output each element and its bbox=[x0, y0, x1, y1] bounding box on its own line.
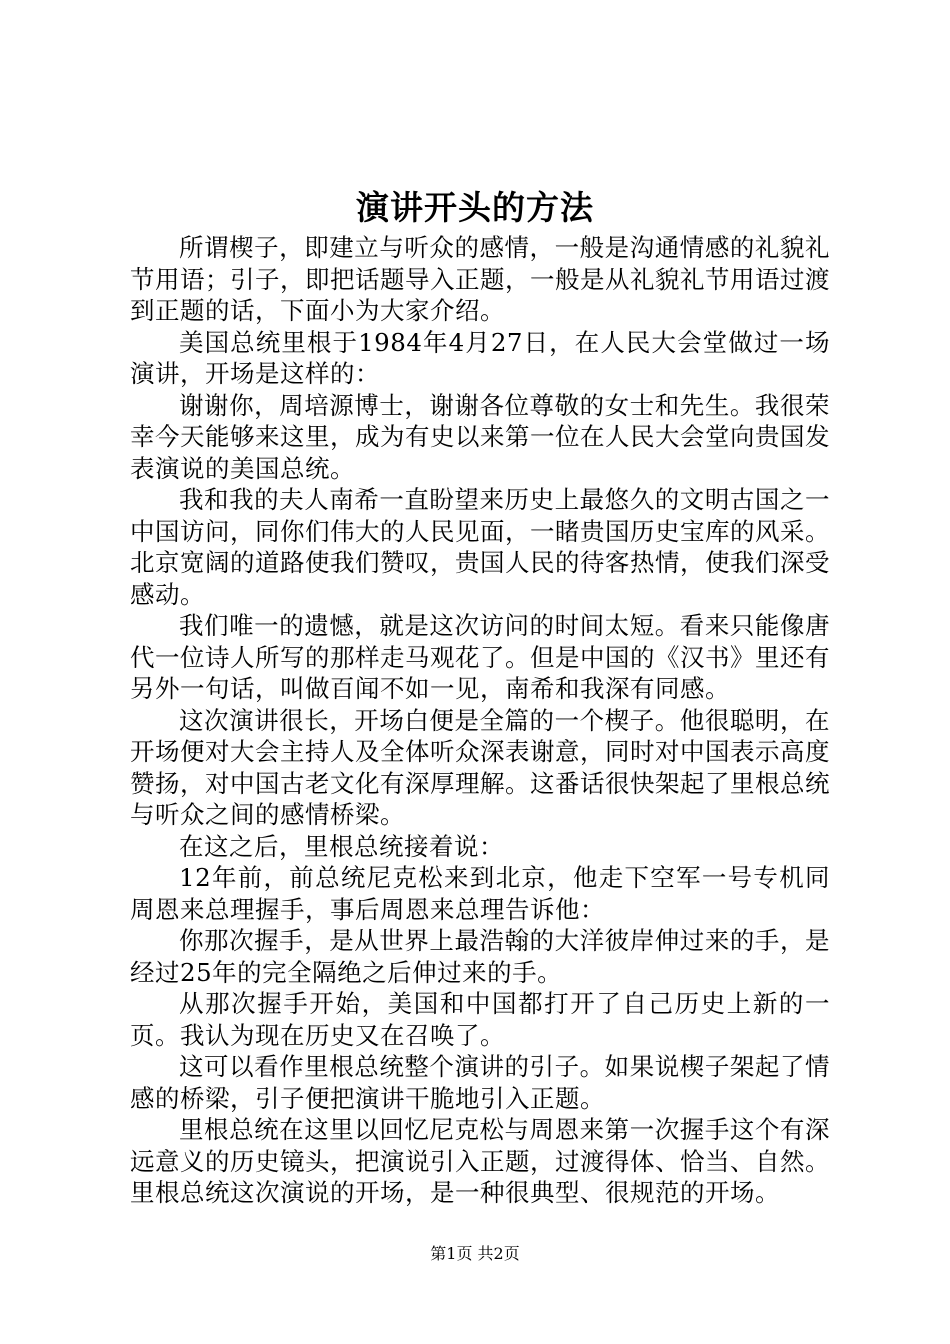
paragraph-4: 我和我的夫人南希一直盼望来历史上最悠久的文明古国之一中国访问，同你们伟大的人民见面，一睹贵国历史宝库的风采。北京宽阔的道路使我们赞叹，贵国人民的待客热情，使我们深受感动。 bbox=[130, 485, 830, 609]
document-title: 演讲开头的方法 bbox=[356, 188, 594, 227]
paragraph-5: 我们唯一的遗憾，就是这次访问的时间太短。看来只能像唐代一位诗人所写的那样走马观花了。但是中国的《汉书》里还有另外一句话，叫做百闻不如一见，南希和我深有同感。 bbox=[130, 611, 830, 703]
page-footer: 第1页 共2页 bbox=[430, 1244, 520, 1263]
paragraph-12: 里根总统在这里以回忆尼克松与周恩来第一次握手这个有深远意义的历史镜头，把演说引入正题，过渡得体、恰当、自然。里根总统这次演说的开场，是一种很典型、很规范的开场。 bbox=[130, 1115, 830, 1207]
paragraph-9: 你那次握手，是从世界上最浩翰的大洋彼岸伸过来的手，是经过25年的完全隔绝之后伸过来的手。 bbox=[130, 926, 830, 987]
paragraph-10: 从那次握手开始，美国和中国都打开了自己历史上新的一页。我认为现在历史又在召唤了。 bbox=[130, 989, 830, 1050]
document-body bbox=[130, 232, 830, 1209]
paragraph-1: 所谓楔子，即建立与听众的感情，一般是沟通情感的礼貌礼节用语；引子，即把话题导入正题，一般是从礼貌礼节用语过渡到正题的话，下面小为大家介绍。 bbox=[130, 233, 830, 325]
paragraph-8: 12年前，前总统尼克松来到北京，他走下空军一号专机同周恩来总理握手，事后周恩来总理告诉他： bbox=[130, 863, 830, 924]
paragraph-3: 谢谢你，周培源博士，谢谢各位尊敬的女士和先生。我很荣幸今天能够来这里，成为有史以来第一位在人民大会堂向贵国发表演说的美国总统。 bbox=[130, 390, 830, 483]
paragraph-7: 在这之后，里根总统接着说： bbox=[179, 831, 504, 861]
paragraph-11: 这可以看作里根总统整个演讲的引子。如果说楔子架起了情感的桥梁，引子便把演讲干脆地引入正题。 bbox=[130, 1052, 830, 1113]
paragraph-2: 美国总统里根于1984年4月27日，在人民大会堂做过一场演讲，开场是这样的： bbox=[130, 327, 830, 388]
paragraph-6: 这次演讲很长，开场白便是全篇的一个楔子。他很聪明，在开场便对大会主持人及全体听众深表谢意，同时对中国表示高度赞扬，对中国古老文化有深厚理解。这番话很快架起了里根总统与听众之间的感情桥梁。 bbox=[130, 705, 830, 829]
